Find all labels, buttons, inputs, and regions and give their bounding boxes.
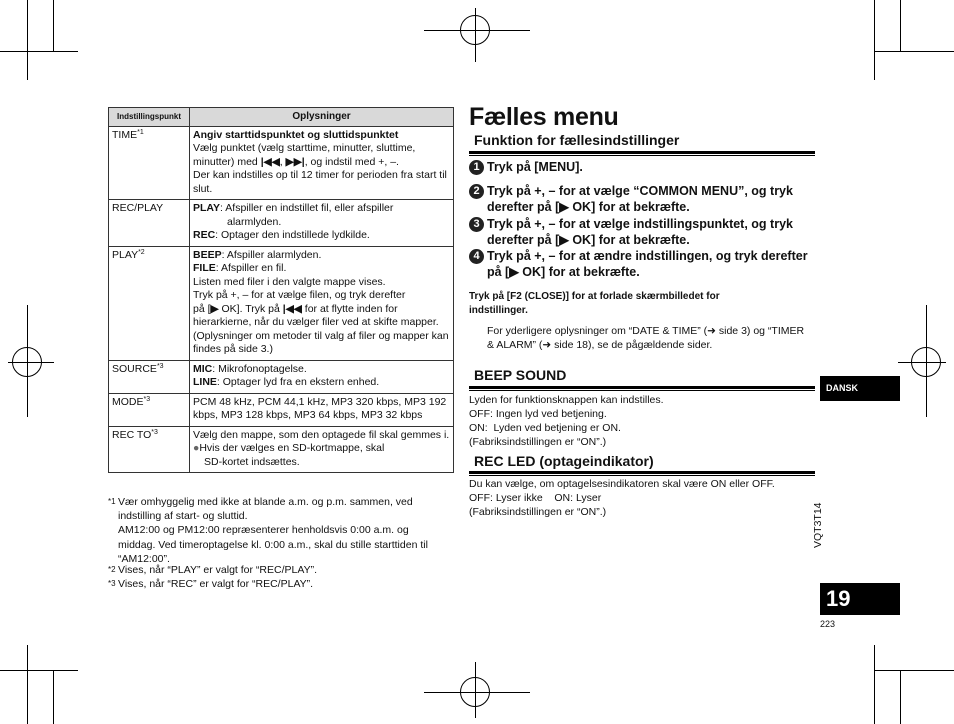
skip-back-icon: |◀◀ — [282, 302, 302, 315]
body-line: Du kan vælge, om optagelsesindikatoren skal være ON eller OFF. — [469, 478, 775, 490]
row-key — [109, 246, 190, 360]
table-row-rec-play — [109, 200, 454, 247]
step-number-icon: 4 — [469, 249, 484, 264]
section-rule — [469, 386, 815, 389]
info-text: for at flytte inden for — [301, 302, 398, 315]
body-line: OFF: Lyser ikke ON: Lyser — [469, 492, 602, 504]
footnote-text: Vises, når “REC” er valgt for “REC/PLAY”. — [118, 578, 314, 590]
step-2 — [469, 183, 819, 216]
info-line — [193, 156, 450, 170]
info-line — [193, 229, 450, 243]
key-label: PLAY — [112, 248, 139, 261]
info-line: alarmlyden. — [227, 215, 282, 228]
footnote-text: AM12:00 og PM12:00 repræsenterer henholdsvis 0:00 a.m. og middag. Ved timeroptagelse kl. 0:00 a.m., skal du stille starttiden til “AM12:00”. — [118, 524, 428, 565]
table-row-mode — [109, 393, 454, 426]
step-number-icon: 1 — [469, 160, 484, 175]
info-text: Hvis der vælges en SD-kortmappe, skal — [199, 442, 385, 454]
info-line — [193, 202, 450, 216]
info-line: Vælg punktet (vælg starttime, minutter, sluttime, — [193, 142, 416, 154]
skip-back-icon: |◀◀ — [260, 155, 280, 168]
footnote-mark: *3 — [108, 579, 116, 588]
language-tab: DANSK — [820, 376, 900, 401]
footnote-3 — [108, 577, 448, 591]
body-line: (Fabriksindstillingen er “ON”.) — [469, 506, 607, 518]
section-label: Funktion for fællesindstillinger — [474, 132, 680, 148]
table-row-play — [109, 246, 454, 360]
info-line — [193, 303, 450, 317]
option-label: LINE — [193, 376, 217, 388]
footnote-mark: *3 — [151, 428, 158, 436]
body-line: Lyden for funktionsknappen kan indstilles. — [469, 394, 664, 406]
option-text: : Afspiller alarmlyden. — [221, 248, 322, 261]
sheet-number: 223 — [820, 619, 836, 629]
option-text: : Optager lyd fra en ekstern enhed. — [216, 376, 380, 388]
step-text: Tryk på +, – for at ændre indstillingen, og tryk derefter på [▶ OK] for at bekræfte. — [487, 249, 808, 280]
page-number: 19 — [820, 583, 900, 615]
table-row-rec-to — [109, 426, 454, 473]
section-rule — [469, 151, 815, 154]
step-1 — [469, 159, 819, 175]
row-key — [109, 426, 190, 473]
option-text: : Afspiller en indstillet fil, eller afspiller — [220, 202, 394, 214]
info-line: hierarkierne, når du vælger filer ved at skifte mapper. (Oplysninger om metoder til valg af filer og mapper kan findes på side 3.) — [193, 316, 449, 355]
option-label: MIC — [193, 362, 213, 375]
option-label: BEEP — [193, 248, 222, 261]
option-text: : Optager den indstillede lydkilde. — [215, 229, 370, 241]
row-info — [190, 360, 454, 393]
section-heading-beep — [469, 367, 815, 383]
more-info-note: For yderligere oplysninger om “DATE & TIME” (➜ side 3) og “TIMER & ALARM” (➜ side 18), se de pågældende sider. — [487, 325, 805, 351]
option-label: PLAY — [193, 202, 221, 214]
footnote-mark: *3 — [143, 395, 151, 403]
footnote-2 — [108, 563, 448, 577]
info-text: minutter) med — [193, 155, 261, 168]
option-label: FILE — [193, 262, 216, 274]
info-text: , — [279, 155, 286, 168]
row-key: REC/PLAY — [109, 200, 190, 247]
section-rule — [469, 471, 815, 474]
section-rule — [469, 475, 815, 476]
section-label: BEEP SOUND — [474, 367, 567, 383]
info-line: Tryk på +, – for at vælge filen, og tryk derefter — [193, 289, 406, 301]
row-info — [190, 200, 454, 247]
footnote-mark: *2 — [108, 565, 116, 574]
section-label: REC LED (optageindikator) — [474, 453, 654, 469]
close-note: Tryk på [F2 (CLOSE)] for at forlade skærmbilledet for indstillinger. — [469, 291, 720, 316]
footnote-mark: *1 — [137, 128, 144, 136]
step-text: Tryk på [MENU]. — [487, 160, 583, 174]
key-label: TIME — [112, 128, 138, 141]
footnote-mark: *1 — [108, 497, 116, 506]
row-key — [109, 360, 190, 393]
step-text: Tryk på +, – for at vælge “COMMON MENU”, og tryk derefter på [▶ OK] for at bekræfte. — [487, 184, 793, 215]
row-info — [190, 126, 454, 200]
section-heading-common — [469, 132, 815, 148]
step-3 — [469, 216, 819, 249]
column-header-setting: Indstillingspunkt — [109, 108, 190, 127]
section-rule — [469, 390, 815, 391]
info-line: Der kan indstilles op til 12 timer for perioden fra start til slut. — [193, 169, 447, 195]
info-line — [193, 262, 450, 276]
table-row-source — [109, 360, 454, 393]
footnote-text: Vær omhyggelig med ikke at blande a.m. og p.m. sammen, ved indstilling af start- og sluttid. — [118, 496, 413, 523]
key-label: REC TO — [112, 428, 152, 441]
section-rule — [469, 155, 815, 156]
footnote-text: Vises, når “PLAY” er valgt for “REC/PLAY”. — [118, 564, 317, 576]
rec-led-body — [469, 477, 815, 519]
info-line — [193, 249, 450, 263]
beep-sound-body — [469, 393, 815, 449]
info-heading: Angiv starttidspunktet og sluttidspunktet — [193, 128, 399, 141]
footnote-mark: *2 — [138, 248, 145, 256]
footnote-1 — [108, 495, 448, 566]
row-info — [190, 426, 454, 473]
step-4 — [469, 248, 819, 281]
info-line — [193, 376, 450, 390]
play-icon: ▶ — [210, 302, 219, 315]
column-header-info: Oplysninger — [190, 108, 454, 127]
bullet-icon: ● — [193, 442, 200, 454]
info-line: Vælg den mappe, som den optagede fil skal gemmes i. — [193, 428, 450, 441]
row-info — [190, 246, 454, 360]
step-text: Tryk på +, – for at vælge indstillingspunktet, og tryk derefter på [▶ OK] for at bekræfte. — [487, 217, 793, 248]
footnote-mark: *3 — [156, 362, 164, 370]
option-label: REC — [193, 229, 216, 241]
key-label: SOURCE — [112, 362, 157, 375]
step-number-icon: 2 — [469, 184, 484, 199]
row-key — [109, 393, 190, 426]
step-number-icon: 3 — [469, 217, 484, 232]
key-label: MODE — [112, 395, 144, 408]
info-line: Listen med filer i den valgte mappe vises. — [193, 275, 386, 288]
section-heading-rec-led — [469, 453, 815, 469]
page-title: Fælles menu — [469, 103, 619, 131]
info-line — [193, 363, 450, 377]
settings-table — [108, 107, 454, 473]
info-line — [193, 442, 450, 456]
info-text: OK]. Tryk på — [218, 302, 283, 315]
table-header-row — [109, 108, 454, 127]
info-text: , og indstil med +, –. — [304, 155, 399, 168]
table-row-time — [109, 126, 454, 200]
option-text: : Afspiller en fil. — [215, 262, 287, 274]
info-text: på [ — [193, 302, 211, 315]
row-key — [109, 126, 190, 200]
row-info: PCM 48 kHz, PCM 44,1 kHz, MP3 320 kbps, MP3 192 kbps, MP3 128 kbps, MP3 64 kbps, MP3 32 kbps — [190, 393, 454, 426]
skip-forward-icon: ▶▶| — [285, 155, 305, 168]
model-code: VQT3T14 — [812, 502, 824, 548]
body-line: (Fabriksindstillingen er “ON”.) — [469, 436, 607, 448]
info-line: SD-kortet indsættes. — [204, 455, 300, 468]
body-line: OFF: Ingen lyd ved betjening. — [469, 408, 607, 420]
option-text: : Mikrofonoptagelse. — [212, 362, 307, 375]
body-line: ON: Lyden ved betjening er ON. — [469, 422, 621, 434]
